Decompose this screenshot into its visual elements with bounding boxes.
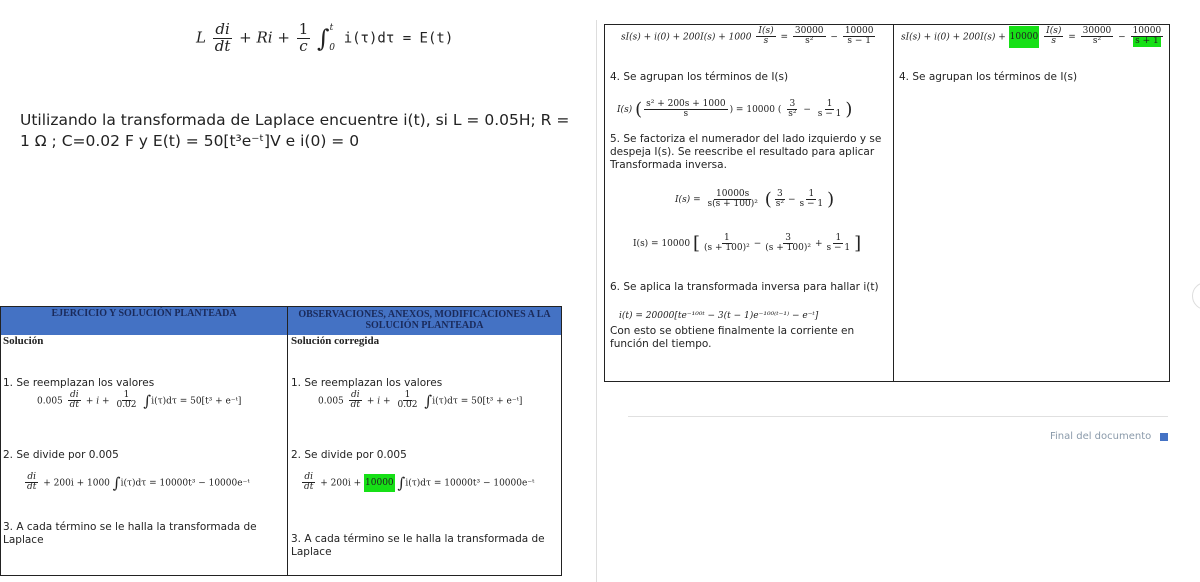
numerator: 1: [826, 98, 833, 109]
di-dt-fraction: [213, 22, 233, 55]
pre-term: + 200i +: [320, 478, 362, 489]
numerator: 10000: [1132, 26, 1162, 36]
numerator: 1: [404, 390, 411, 400]
step1-text: 1. Se reemplazan los valores: [3, 377, 155, 389]
header-right: OBSERVACIONES, ANEXOS, MODIFICACIONES A LA SOLUCIÓN PLANTEADA: [288, 307, 561, 335]
step2-text: 2. Se divide por 0.005: [291, 449, 407, 461]
integral-lower-limit: 0: [329, 43, 335, 54]
step3-line-2: Laplace: [291, 546, 332, 558]
problem-statement: [20, 110, 580, 152]
page-gap-divider: [596, 20, 597, 582]
denominator: (s + 100)²: [704, 243, 750, 253]
denominator: s: [763, 36, 769, 47]
problem-line-1: Utilizando la transformada de Laplace encuentre i(t), si L = 0.05H; R =: [20, 111, 570, 129]
lhs: I(s): [617, 105, 633, 115]
coef: 0.005: [37, 396, 63, 407]
step5-equation-b: I(s) = 10000 [ $\frac{1}{\text{(s + 100)²}}$ − $\frac{3}{\text{(s + 100)²}}$ + $\frac{1}{s - 1}$ ]: [633, 232, 862, 254]
denominator: s − 1: [799, 199, 824, 209]
numerator: 30000: [1082, 26, 1112, 36]
numerator: 10000: [844, 26, 874, 36]
step3-line-2: Laplace: [3, 534, 44, 546]
denominator: s²: [788, 109, 797, 119]
numerator: 10000s: [716, 188, 750, 199]
minus: −: [787, 195, 796, 205]
equals: =: [1068, 32, 1076, 43]
step1-equation: 0.005 $\frac{di}{dt}$ + i + $\frac{1}{0.02}$ ∫i(τ)dτ = 50[t³ + e⁻ᵗ]: [318, 390, 523, 411]
step3-text: [291, 533, 545, 559]
end-marker-icon: [1160, 433, 1168, 441]
right-column: [288, 335, 561, 575]
step2-equation: $\frac{di}{dt}$ + 200i + 1000 ∫i(τ)dτ = 10000t³ − 10000e⁻ᵗ: [27, 472, 250, 493]
numerator: 30000: [794, 26, 824, 36]
numerator: 1: [298, 20, 309, 38]
mid-term: + i +: [366, 396, 391, 407]
minus: −: [1118, 32, 1126, 43]
pre-term: + 200i + 1000: [43, 478, 110, 489]
denominator: 0.02: [397, 400, 418, 411]
step4-text-corrected: 4. Se agrupan los términos de I(s): [899, 71, 1078, 83]
denominator: s²: [805, 36, 814, 47]
denominator: s(s + 100)²: [707, 199, 758, 209]
ri-term: + Ri +: [239, 28, 290, 47]
numerator: 3: [785, 232, 791, 243]
denominator: s − 1: [826, 243, 851, 253]
minus: −: [753, 239, 762, 249]
denominator: s − 1: [847, 36, 871, 47]
numerator: 1: [123, 390, 130, 400]
numerator: 1: [835, 232, 842, 243]
lhs: I(s) = 10000: [633, 239, 691, 249]
end-divider: [628, 416, 1168, 417]
denominator: s: [1051, 36, 1057, 47]
conclusion-text: Con esto se obtiene finalmente la corriente en función del tiempo.: [610, 325, 855, 350]
numerator: 3: [776, 188, 783, 199]
main-differential-equation: [196, 22, 453, 55]
denominator: s²: [775, 199, 784, 209]
numerator: di: [215, 20, 230, 38]
solution-table: [0, 306, 562, 576]
solution-label: Solución: [3, 335, 44, 347]
corrected-solution-label: Solución corregida: [291, 335, 380, 347]
left-column: [1, 335, 287, 575]
coef: 0.005: [318, 396, 344, 407]
minus: −: [803, 105, 811, 115]
numerator: s² + 200s + 1000: [646, 98, 726, 109]
minus: −: [830, 32, 838, 43]
integral-sign: ∫: [317, 24, 330, 53]
highlighted-correction: 10000: [364, 474, 395, 492]
step2-text: 2. Se divide por 0.005: [3, 449, 119, 461]
integrand: i(τ)dτ = E(t): [343, 30, 454, 47]
mid-term: + i +: [85, 396, 110, 407]
integral-upper-limit: t: [329, 23, 334, 34]
rest: i(τ)dτ = 10000t³ − 10000e⁻ᵗ: [405, 478, 535, 489]
denominator: s − 1: [817, 109, 842, 119]
numerator: I(s): [758, 26, 774, 36]
step6-equation: i(t) = 20000[te⁻¹⁰⁰ᵗ − 3(t − 1)e⁻¹⁰⁰⁽ᵗ⁻¹⁾ − e⁻ᵗ]: [619, 311, 819, 321]
laplace-equation-left: [621, 27, 877, 47]
numerator: 1: [808, 188, 815, 199]
rest: i(τ)dτ = 50[t³ + e⁻ᵗ]: [151, 396, 242, 407]
step5-equation-a: I(s) = $\frac{10000s}{\text{s(s + 100)²}}$ ( $\frac{3}{\text{s²}}$ − $\frac{1}{s - 1}$ ): [675, 188, 835, 210]
right-page-table: [604, 24, 1170, 382]
mid: ) = 10000 (: [729, 105, 782, 115]
rest: i(τ)dτ = 10000t³ − 10000e⁻ᵗ: [120, 478, 250, 489]
rest: i(τ)dτ = 50[t³ + e⁻ᵗ]: [432, 396, 523, 407]
denominator: s: [683, 109, 689, 119]
step1-text: 1. Se reemplazan los valores: [291, 377, 443, 389]
step4-equation: I(s) ( $\frac{\text{s² + 200s + 1000}}{s}$ ) = 10000 ( $\frac{3}{\text{s²}}$ − $\frac{1}{s - 1}$ ): [617, 98, 853, 120]
one-over-c-fraction: [297, 22, 311, 55]
denominator: (s + 100)²: [765, 243, 811, 253]
lhs: I(s): [675, 195, 691, 205]
step4-text: 4. Se agrupan los términos de I(s): [610, 71, 789, 83]
header-left: EJERCICIO Y SOLUCIÓN PLANTEADA: [1, 307, 287, 335]
highlighted-denominator: s + 1: [1135, 36, 1159, 47]
lhs: sI(s) + i(0) + 200I(s) + 1000: [621, 32, 752, 43]
inductance-symbol: L: [196, 28, 206, 47]
column-divider: [893, 25, 894, 381]
equals: =: [780, 32, 789, 43]
highlighted-correction: 10000: [1009, 26, 1040, 48]
step5-text: 5. Se factoriza el numerador del lado izquierdo y se despeja I(s). Se reescribe el resultado para aplicar Transformada inversa.: [610, 133, 882, 171]
denominator: 0.02: [116, 400, 137, 411]
step2-corrected-equation: $\frac{di}{dt}$ + 200i + 10000 ∫i(τ)dτ = 10000t³ − 10000e⁻ᵗ: [304, 472, 535, 493]
numerator: 1: [723, 232, 730, 243]
step3-line-1: 3. A cada término se le halla la transformada de: [291, 533, 545, 545]
numerator: 3: [789, 98, 796, 109]
step1-equation: 0.005 $\frac{di}{dt}$ + i + $\frac{1}{0.02}$ ∫i(τ)dτ = 50[t³ + e⁻ᵗ]: [37, 390, 242, 411]
end-of-document-label: Final del documento: [1050, 431, 1152, 442]
numerator: I(s): [1046, 26, 1062, 36]
problem-line-2: 1 Ω ; C=0.02 F y E(t) = 50[t³e⁻ᵗ]V e i(0) = 0: [20, 132, 360, 150]
denominator: s²: [1092, 36, 1102, 47]
denominator: dt: [214, 36, 231, 55]
scroll-handle[interactable]: [1192, 282, 1200, 310]
laplace-equation-corrected: [901, 27, 1165, 47]
lhs: sI(s) + i(0) + 200I(s) +: [901, 32, 1006, 43]
step6-text: 6. Se aplica la transformada inversa para hallar i(t): [610, 281, 879, 293]
step3-text: [3, 521, 257, 547]
denominator: c: [299, 36, 308, 55]
step3-line-1: 3. A cada término se le halla la transformada de: [3, 521, 257, 533]
